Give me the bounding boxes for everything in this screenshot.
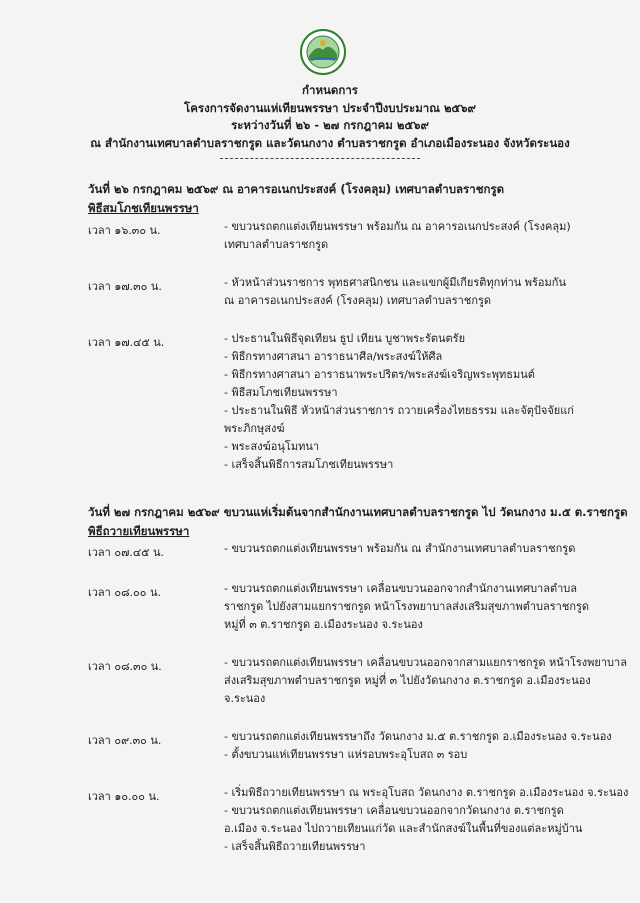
schedule-time: เวลา ๐๗.๔๕ น.	[88, 546, 164, 559]
schedule-line: - เสร็จสิ้นพิธีถวายเทียนพรรษา	[224, 840, 366, 853]
header-divider	[220, 158, 420, 159]
schedule-description	[224, 728, 612, 764]
schedule-description	[224, 218, 584, 254]
day1-section-title: พิธีสมโภชเทียนพรรษา	[88, 201, 199, 215]
schedule-time: เวลา ๐๘.๓๐ น.	[88, 660, 162, 673]
location-line: ณ สำนักงานเทศบาลตำบลราชกรูด และวัดนกงาง ตำบลราชกรูด อำเภอเมืองระนอง จังหวัดระนอง	[90, 135, 570, 150]
schedule-line: เทศบาลตำบลราชกรูด	[224, 238, 329, 251]
day2-heading: วันที่ ๒๗ กรกฎาคม ๒๕๖๙ ขบวนแห่เริ่มต้นจากสำนักงานเทศบาลตำบลราชกรูด ไป วัดนกงาง ม.๕ ต.ราชกรูด	[88, 505, 628, 519]
schedule-description	[224, 784, 629, 856]
schedule-description	[224, 580, 590, 634]
schedule-time: เวลา ๐๘.๐๐ น.	[88, 586, 161, 599]
schedule-line: - ขบวนรถตกแต่งเทียนพรรษา เคลื่อนขบวนออกจากสามแยกราชกรูด หน้าโรงพยาบาล	[224, 656, 627, 669]
schedule-line: - ตั้งขบวนแห่เทียนพรรษา แห่รอบพระอุโบสถ ๓ รอบ	[224, 748, 468, 761]
schedule-line: ณ อาคารอเนกประสงค์ (โรงคลุม) เทศบาลตำบลราชกรูด	[224, 294, 492, 307]
schedule-line: ส่งเสริมสุขภาพตำบลราชกรูด หมู่ที่ ๓ ไปยังวัดนกงาง ต.ราชกรูด อ.เมืองระนอง	[224, 674, 591, 687]
schedule-description	[224, 540, 584, 558]
schedule-line: - หัวหน้าส่วนราชการ พุทธศาสนิกชน และแขกผู้มีเกียรติทุกท่าน พร้อมกัน	[224, 276, 566, 289]
schedule-line: - เสร็จสิ้นพิธีการสมโภชเทียนพรรษา	[224, 458, 394, 471]
schedule-time: เวลา ๑๐.๐๐ น.	[88, 790, 160, 803]
schedule-line: - ประธานในพิธีจุดเทียน ธูป เทียน บูชาพระรัตนตรัย	[224, 332, 466, 345]
day2-section-title: พิธีถวายเทียนพรรษา	[88, 524, 190, 538]
schedule-line: - ขบวนรถตกแต่งเทียนพรรษาถึง วัดนกงาง ม.๕ ต.ราชกรูด อ.เมืองระนอง จ.ระนอง	[224, 730, 612, 743]
schedule-line: จ.ระนอง	[224, 692, 266, 705]
schedule-time: เวลา ๐๙.๓๐ น.	[88, 734, 162, 747]
schedule-line: อ.เมือง จ.ระนอง ไปถวายเทียนแก่วัด และสำนักสงฆ์ในพื้นที่ของแต่ละหมู่บ้าน	[224, 822, 583, 835]
schedule-time: เวลา ๑๗.๓๐ น.	[88, 280, 162, 293]
project-line: โครงการจัดงานแห่เทียนพรรษา ประจำปีงบประมาณ ๒๕๖๙	[184, 100, 476, 115]
schedule-time: เวลา ๑๖.๓๐ น.	[88, 224, 161, 237]
day1-heading: วันที่ ๒๖ กรกฎาคม ๒๕๖๙ ณ อาคารอเนกประสงค์ (โรงคลุม) เทศบาลตำบลราชกรูด	[88, 182, 505, 196]
schedule-line: - เริ่มพิธีถวายเทียนพรรษา ณ พระอุโบสถ วัดนกงาง ต.ราชกรูด อ.เมืองระนอง จ.ระนอง	[224, 786, 629, 799]
title-block	[40, 82, 620, 152]
municipality-seal-icon	[299, 28, 347, 76]
schedule-line: - ขบวนรถตกแต่งเทียนพรรษา พร้อมกัน ณ อาคารอเนกประสงค์ (โรงคลุม)	[224, 220, 571, 233]
schedule-description	[224, 330, 584, 474]
schedule-line: - พิธีกรทางศาสนา อาราธนาพระปริตร/พระสงฆ์เจริญพระพุทธมนต์	[224, 368, 535, 381]
schedule-line: พระภิกษุสงฆ์	[224, 422, 285, 435]
document-title: กำหนดการ	[302, 83, 358, 97]
schedule-line: - พระสงฆ์อนุโมทนา	[224, 440, 320, 453]
date-range-line: ระหว่างวันที่ ๒๖ - ๒๗ กรกฎาคม ๒๕๖๙	[231, 118, 429, 132]
schedule-description	[224, 654, 627, 708]
schedule-description	[224, 274, 584, 310]
schedule-line: - ขบวนรถตกแต่งเทียนพรรษา พร้อมกัน ณ สำนักงานเทศบาลตำบลราชกรูด	[224, 542, 576, 555]
schedule-line: ราชกรูด ไปยังสามแยกราชกรูด หน้าโรงพยาบาลส่งเสริมสุขภาพตำบลราชกรูด	[224, 600, 590, 613]
schedule-time: เวลา ๑๗.๔๕ น.	[88, 336, 165, 349]
schedule-line: หมู่ที่ ๓ ต.ราชกรูด อ.เมืองระนอง จ.ระนอง	[224, 618, 423, 631]
schedule-line: - ขบวนรถตกแต่งเทียนพรรษา เคลื่อนขบวนออกจากสำนักงานเทศบาลตำบล	[224, 582, 578, 595]
schedule-line: - พิธีสมโภชเทียนพรรษา	[224, 386, 338, 399]
schedule-line: - พิธีกรทางศาสนา อาราธนาศีล/พระสงฆ์ให้ศีล	[224, 350, 443, 363]
schedule-line: - ประธานในพิธี หัวหน้าส่วนราชการ ถวายเครื่องไทยธรรม และจัตุปัจจัยแก่	[224, 404, 574, 417]
schedule-line: - ขบวนรถตกแต่งเทียนพรรษา เคลื่อนขบวนออกจากวัดนกงาง ต.ราชกรูด	[224, 804, 564, 817]
